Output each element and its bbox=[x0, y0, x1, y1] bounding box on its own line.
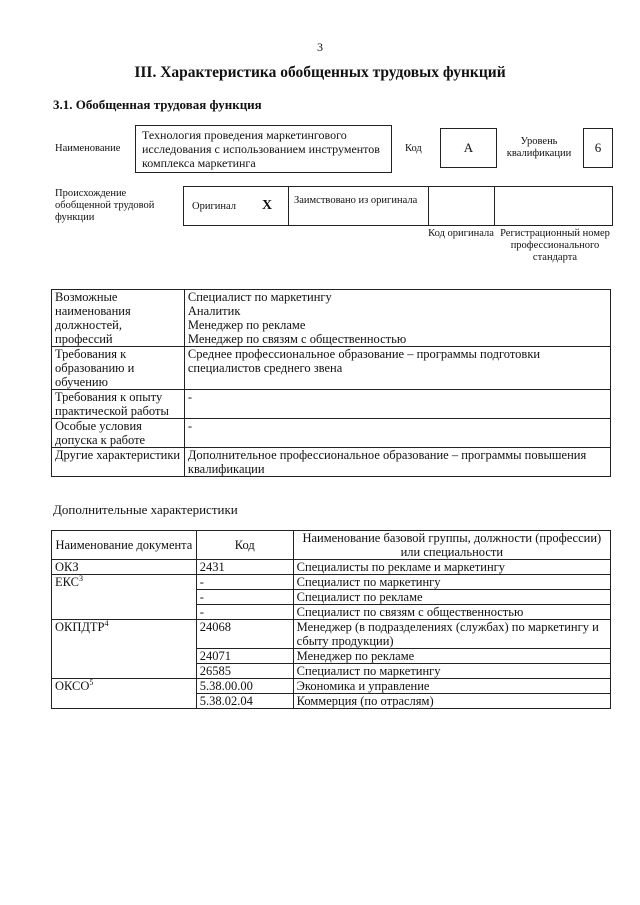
code-cell: - bbox=[196, 590, 293, 605]
header-code: Код bbox=[196, 531, 293, 560]
document-name: ОКСО bbox=[55, 679, 90, 693]
requirement-line: Менеджер по рекламе bbox=[187, 318, 306, 332]
code-original-caption: Код оригинала bbox=[428, 228, 494, 239]
document-cell bbox=[52, 679, 197, 709]
document-cell bbox=[52, 575, 197, 620]
code-cell: 5.38.00.00 bbox=[196, 679, 293, 694]
requirement-row bbox=[52, 448, 611, 477]
requirement-label: Особые условия допуска к работе bbox=[52, 419, 185, 448]
subsection-title: 3.1. Обобщенная трудовая функция bbox=[53, 97, 262, 112]
table-row bbox=[52, 560, 611, 575]
code-cell: 26585 bbox=[196, 664, 293, 679]
document-cell bbox=[52, 560, 197, 575]
requirement-label: Требования к образованию и обучению bbox=[52, 347, 185, 390]
occupation-cell: Менеджер по рекламе bbox=[293, 649, 610, 664]
requirement-line: Среднее профессиональное образование – программы подготовки специалистов среднего звена bbox=[187, 347, 541, 375]
requirement-label: Возможные наименования должностей, профессий bbox=[52, 290, 185, 347]
name-value: Технология проведения маркетингового исследования с использованием инструментов комплекса маркетинга bbox=[142, 128, 380, 170]
requirement-value bbox=[184, 290, 610, 347]
document-name: ОКПДТР bbox=[55, 620, 105, 634]
level-box bbox=[583, 128, 613, 168]
requirement-row bbox=[52, 390, 611, 419]
header-document: Наименование документа bbox=[52, 531, 197, 560]
code-cell: 5.38.02.04 bbox=[196, 694, 293, 709]
requirement-value bbox=[184, 419, 610, 448]
occupation-cell: Экономика и управление bbox=[293, 679, 610, 694]
code-cell: - bbox=[196, 575, 293, 590]
table-row bbox=[52, 620, 611, 649]
document-name: ЕКС bbox=[55, 575, 79, 589]
section-title: III. Характеристика обобщенных трудовых функций bbox=[134, 64, 506, 81]
requirement-line: Специалист по маркетингу bbox=[187, 290, 332, 304]
code-cell: 24071 bbox=[196, 649, 293, 664]
code-cell: 2431 bbox=[196, 560, 293, 575]
code-value: А bbox=[463, 140, 474, 155]
requirement-line: - bbox=[187, 419, 193, 433]
original-label: Оригинал bbox=[192, 201, 236, 212]
requirement-value bbox=[184, 347, 610, 390]
origin-box bbox=[183, 186, 613, 226]
requirement-line: - bbox=[187, 390, 193, 404]
requirements-table bbox=[51, 289, 611, 477]
document-name: ОКЗ bbox=[55, 560, 79, 574]
borrowed-label: Заимствовано из оригинала bbox=[294, 195, 418, 206]
code-label: Код bbox=[405, 143, 422, 154]
occupation-cell: Специалист по маркетингу bbox=[293, 575, 610, 590]
header-name: Наименование базовой группы, должности (профессии) или специальности bbox=[293, 531, 610, 560]
page-number: 3 bbox=[317, 40, 323, 54]
footnote-ref: 5 bbox=[89, 677, 94, 687]
footnote-ref: 4 bbox=[104, 618, 109, 628]
code-box bbox=[440, 128, 497, 168]
requirement-row bbox=[52, 290, 611, 347]
level-label: Уровень квалификации bbox=[506, 136, 572, 159]
occupation-cell: Специалист по рекламе bbox=[293, 590, 610, 605]
requirement-line: Менеджер по связям с общественностью bbox=[187, 332, 407, 346]
code-cell: - bbox=[196, 605, 293, 620]
name-label: Наименование bbox=[55, 143, 121, 154]
original-mark: X bbox=[262, 198, 273, 213]
requirement-label: Требования к опыту практической работы bbox=[52, 390, 185, 419]
footnote-ref: 3 bbox=[79, 573, 83, 583]
level-value: 6 bbox=[594, 140, 602, 155]
table-row bbox=[52, 575, 611, 590]
occupation-cell: Коммерция (по отраслям) bbox=[293, 694, 610, 709]
occupation-cell: Специалист по связям с общественностью bbox=[293, 605, 610, 620]
occupation-cell: Специалист по маркетингу bbox=[293, 664, 610, 679]
requirement-row bbox=[52, 347, 611, 390]
table-row bbox=[52, 679, 611, 694]
additional-table bbox=[51, 530, 611, 709]
requirement-row bbox=[52, 419, 611, 448]
reg-number-caption: Регистрационный номер профессионального стандарта bbox=[500, 228, 610, 263]
requirement-line: Аналитик bbox=[187, 304, 241, 318]
additional-title: Дополнительные характеристики bbox=[53, 502, 238, 517]
code-cell: 24068 bbox=[196, 620, 293, 649]
occupation-cell: Менеджер (в подразделениях (службах) по маркетингу и сбыту продукции) bbox=[293, 620, 610, 649]
occupation-cell: Специалисты по рекламе и маркетингу bbox=[293, 560, 610, 575]
document-cell bbox=[52, 620, 197, 679]
requirement-value bbox=[184, 448, 610, 477]
name-box bbox=[135, 125, 392, 173]
requirement-line: Дополнительное профессиональное образование – программы повышения квалификации bbox=[187, 448, 587, 476]
requirement-label: Другие характеристики bbox=[52, 448, 185, 477]
origin-label: Происхождение обобщенной трудовой функции bbox=[55, 188, 155, 223]
requirement-value bbox=[184, 390, 610, 419]
